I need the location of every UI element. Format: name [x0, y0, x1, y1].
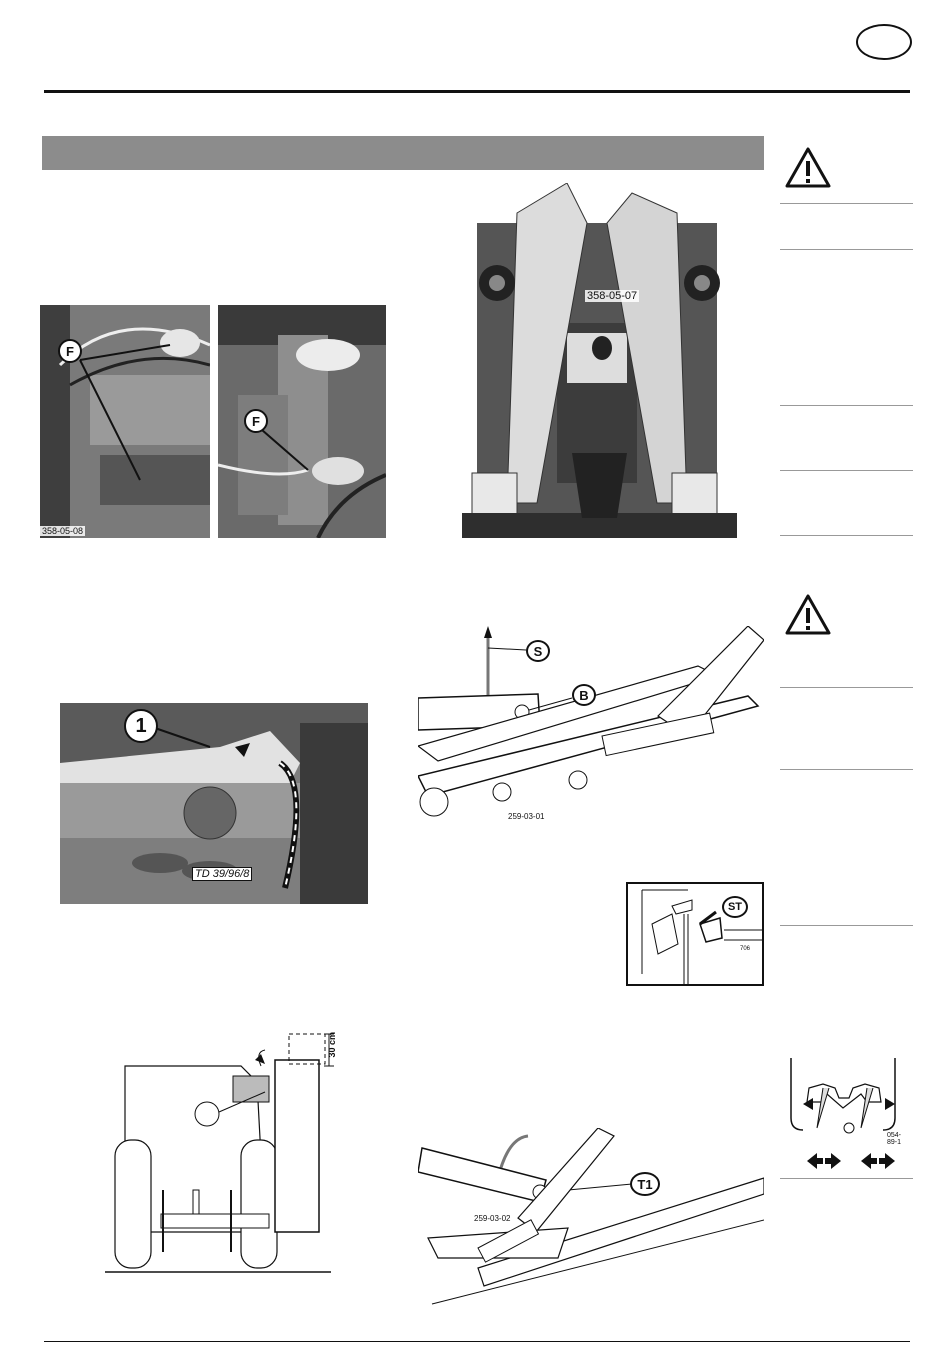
footer-rule — [44, 1341, 910, 1342]
margin-rule — [780, 769, 913, 770]
callout-f: F — [244, 409, 268, 433]
header-rule — [44, 90, 910, 93]
callout-st: ST — [722, 896, 748, 918]
margin-rule — [780, 405, 913, 406]
drawing-blades — [783, 1058, 913, 1176]
photo-hydraulic-left — [40, 305, 210, 538]
photo-protective-cover — [60, 703, 368, 904]
margin-rule — [780, 1178, 913, 1179]
figure-id-label: 259-03-01 — [508, 812, 545, 821]
callout-b: B — [572, 684, 596, 706]
figure-id-label: 054-89-1 — [887, 1132, 902, 1146]
callout-s: S — [526, 640, 550, 662]
drawing-bolt-position — [418, 626, 764, 826]
inset-tractor-cab — [626, 882, 764, 986]
section-title-bar — [42, 136, 764, 170]
callout-t1: T1 — [630, 1172, 660, 1196]
figure-id-label: 358-05-07 — [587, 290, 638, 302]
margin-rule — [780, 249, 913, 250]
dimension-label: 30 cm — [327, 1032, 337, 1058]
margin-rule — [780, 925, 913, 926]
drawing-pin-position — [418, 1128, 764, 1308]
warning-triangle-icon — [785, 593, 831, 635]
photo-transport-position — [457, 183, 740, 546]
drawing-rear-view — [105, 1030, 355, 1275]
language-badge — [856, 24, 912, 60]
margin-rule — [780, 535, 913, 536]
callout-f: F — [58, 339, 82, 363]
figure-id-label: 259-03-02 — [474, 1214, 511, 1223]
photo-hydraulic-right — [218, 305, 386, 538]
margin-rule — [780, 203, 913, 204]
margin-rule — [780, 470, 913, 471]
figure-id-label: 706 — [740, 946, 751, 952]
figure-id-label: TD 39/96/8 — [192, 867, 252, 881]
warning-triangle-icon — [785, 146, 831, 188]
margin-rule — [780, 687, 913, 688]
callout-1: 1 — [124, 709, 158, 743]
figure-id-label: 358-05-08 — [42, 526, 84, 536]
